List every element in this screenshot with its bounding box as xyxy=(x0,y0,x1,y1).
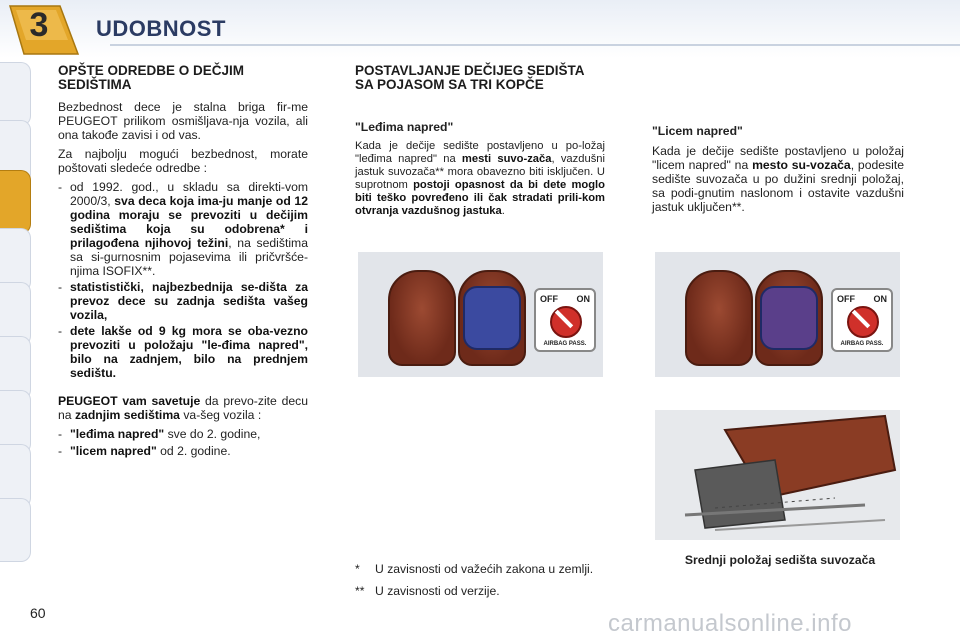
forward-facing-subheading: "Licem napred" xyxy=(652,124,743,138)
footnote-1 xyxy=(355,562,605,576)
forward-facing-bold: mesto su-vozača xyxy=(752,158,851,172)
seat-position-caption: Srednji položaj sedišta suvozača xyxy=(684,553,876,567)
airbag-on-label: ON xyxy=(873,294,887,304)
rear-facing-text-start: Kada je dečije sedište postavljeno u po-ložaj "leđima napred" na xyxy=(355,140,605,165)
airbag-switch-on xyxy=(831,288,893,352)
rear-facing-text xyxy=(355,140,605,218)
driver-seat xyxy=(388,270,456,366)
dash: - xyxy=(58,427,63,441)
rule-item-2 xyxy=(58,280,308,322)
rule-3-bold: dete lakše od 9 kg mora se oba-vezno prevoziti u položaju "le-đima napred", bilo na zadnjem, bilo na prednjem sedištu. xyxy=(70,324,308,380)
forward-facing-text xyxy=(652,144,904,214)
advice-item-1 xyxy=(58,427,308,441)
footnote-1-text: U zavisnosti od važećih zakona u zemlji. xyxy=(375,562,594,576)
rules-intro: Za najbolju mogući bezbednost, morate poštovati sledeće odredbe : xyxy=(58,147,308,175)
rear-facing-subheading: "Leđima napred" xyxy=(355,120,454,134)
advice-item-1-bold: "leđima napred" xyxy=(70,427,165,441)
dash: - xyxy=(58,444,63,458)
intro-paragraph: Bezbednost dece je stalna briga fir-me PEUGEOT prilikom osmišljava-nja vozila, ali ona takođe zavisi i od vas. xyxy=(58,100,308,142)
advice-mid: da prevo-zite decu na xyxy=(58,394,308,422)
rule-1-text: od 1992. god., u skladu sa direkti-vom 2000/3, xyxy=(70,180,308,208)
forward-facing-text-start: Kada je dečije sedište postavljeno u položaj "licem napred" na xyxy=(652,144,904,172)
chapter-number: 3 xyxy=(29,6,49,44)
footnote-2-mark: ** xyxy=(355,584,365,598)
rear-facing-text-end: . xyxy=(501,205,505,217)
header-rule xyxy=(110,44,960,46)
driver-seat xyxy=(685,270,753,366)
airbag-caption: AIRBAG PASS. xyxy=(543,341,587,347)
rear-facing-bold-1: mesti suvo-zača xyxy=(461,153,552,165)
forward-facing-block xyxy=(652,124,904,214)
rule-1-tail: , na sedištima sa si-gurnosnim pojasevima ili pričvršće-njima ISOFIX**. xyxy=(70,236,308,278)
seat-position-figure xyxy=(655,410,900,540)
page-number: 60 xyxy=(30,605,46,621)
airbag-off-label: OFF xyxy=(540,294,558,304)
rear-facing-text-mid: , vazdušni jastuk suvozača** mora obavezno biti isključen. U suprotnom xyxy=(355,153,605,191)
dash: - xyxy=(58,280,63,294)
section-heading-installation: POSTAVLJANJE DEČIJEG SEDIŠTA SA POJASOM SA TRI KOPČE xyxy=(355,63,585,92)
watermark: carmanualsonline.info xyxy=(608,610,852,637)
rear-facing-block xyxy=(355,120,605,218)
advice-tail: va-šeg vozila : xyxy=(179,408,262,422)
advice-item-1-text: sve do 2. godine, xyxy=(164,427,261,441)
airbag-off-label: OFF xyxy=(837,294,855,304)
rule-2-bold: statististički, najbezbednija se-dišta za prevoz dece su zadnja sedišta vašeg vozila, xyxy=(70,280,308,322)
rear-facing-bold-2: postoji opasnost da bi dete moglo biti teško povređeno ili čak stradati prili-kom otvranja vazdušnog jastuka xyxy=(355,179,605,217)
footnote-1-mark: * xyxy=(355,562,360,576)
footnote-2-text: U zavisnosti od verzije. xyxy=(375,584,500,598)
chapter-tab-9[interactable] xyxy=(0,498,31,562)
child-seat-forward-facing xyxy=(760,286,818,350)
chapter-tab-3-active[interactable] xyxy=(0,170,31,234)
advice-paragraph xyxy=(58,394,308,422)
section-heading-general: OPŠTE ODREDBE O DEČJIM SEDIŠTIMA xyxy=(58,63,245,92)
dash: - xyxy=(58,324,63,338)
footnote-2 xyxy=(355,584,605,598)
advice-item-2-text: od 2. godine. xyxy=(156,444,231,458)
rear-facing-figure xyxy=(358,252,603,377)
chapter-tab-1[interactable] xyxy=(0,62,31,126)
child-seat-rear-facing xyxy=(463,286,521,350)
airbag-switch-off xyxy=(534,288,596,352)
rule-item-3 xyxy=(58,324,308,380)
chapter-title: UDOBNOST xyxy=(96,16,226,41)
dash: - xyxy=(58,180,63,194)
airbag-caption: AIRBAG PASS. xyxy=(840,341,884,347)
footnotes xyxy=(355,562,605,598)
advice-item-2 xyxy=(58,444,308,458)
left-column xyxy=(58,64,308,458)
rule-1-bold: sva deca koja ima-ju manje od 12 godina moraju se prevoziti u dečijim sedištima koja su odobrena* i prilagođena njihovoj težini xyxy=(70,194,308,250)
advice-bold-2: zadnjim sedištima xyxy=(74,408,180,422)
forward-facing-figure xyxy=(655,252,900,377)
forward-facing-text-end: , podesite sedište suvozača u po dužini srednji položaj, sa podi-gnutim naslonom i ostavite vazdušni jastuk uključen**. xyxy=(652,158,905,214)
rule-item-1 xyxy=(58,180,308,278)
advice-bold-1: PEUGEOT vam savetuje xyxy=(58,394,201,408)
advice-item-2-bold: "licem napred" xyxy=(70,444,157,458)
airbag-on-label: ON xyxy=(576,294,590,304)
